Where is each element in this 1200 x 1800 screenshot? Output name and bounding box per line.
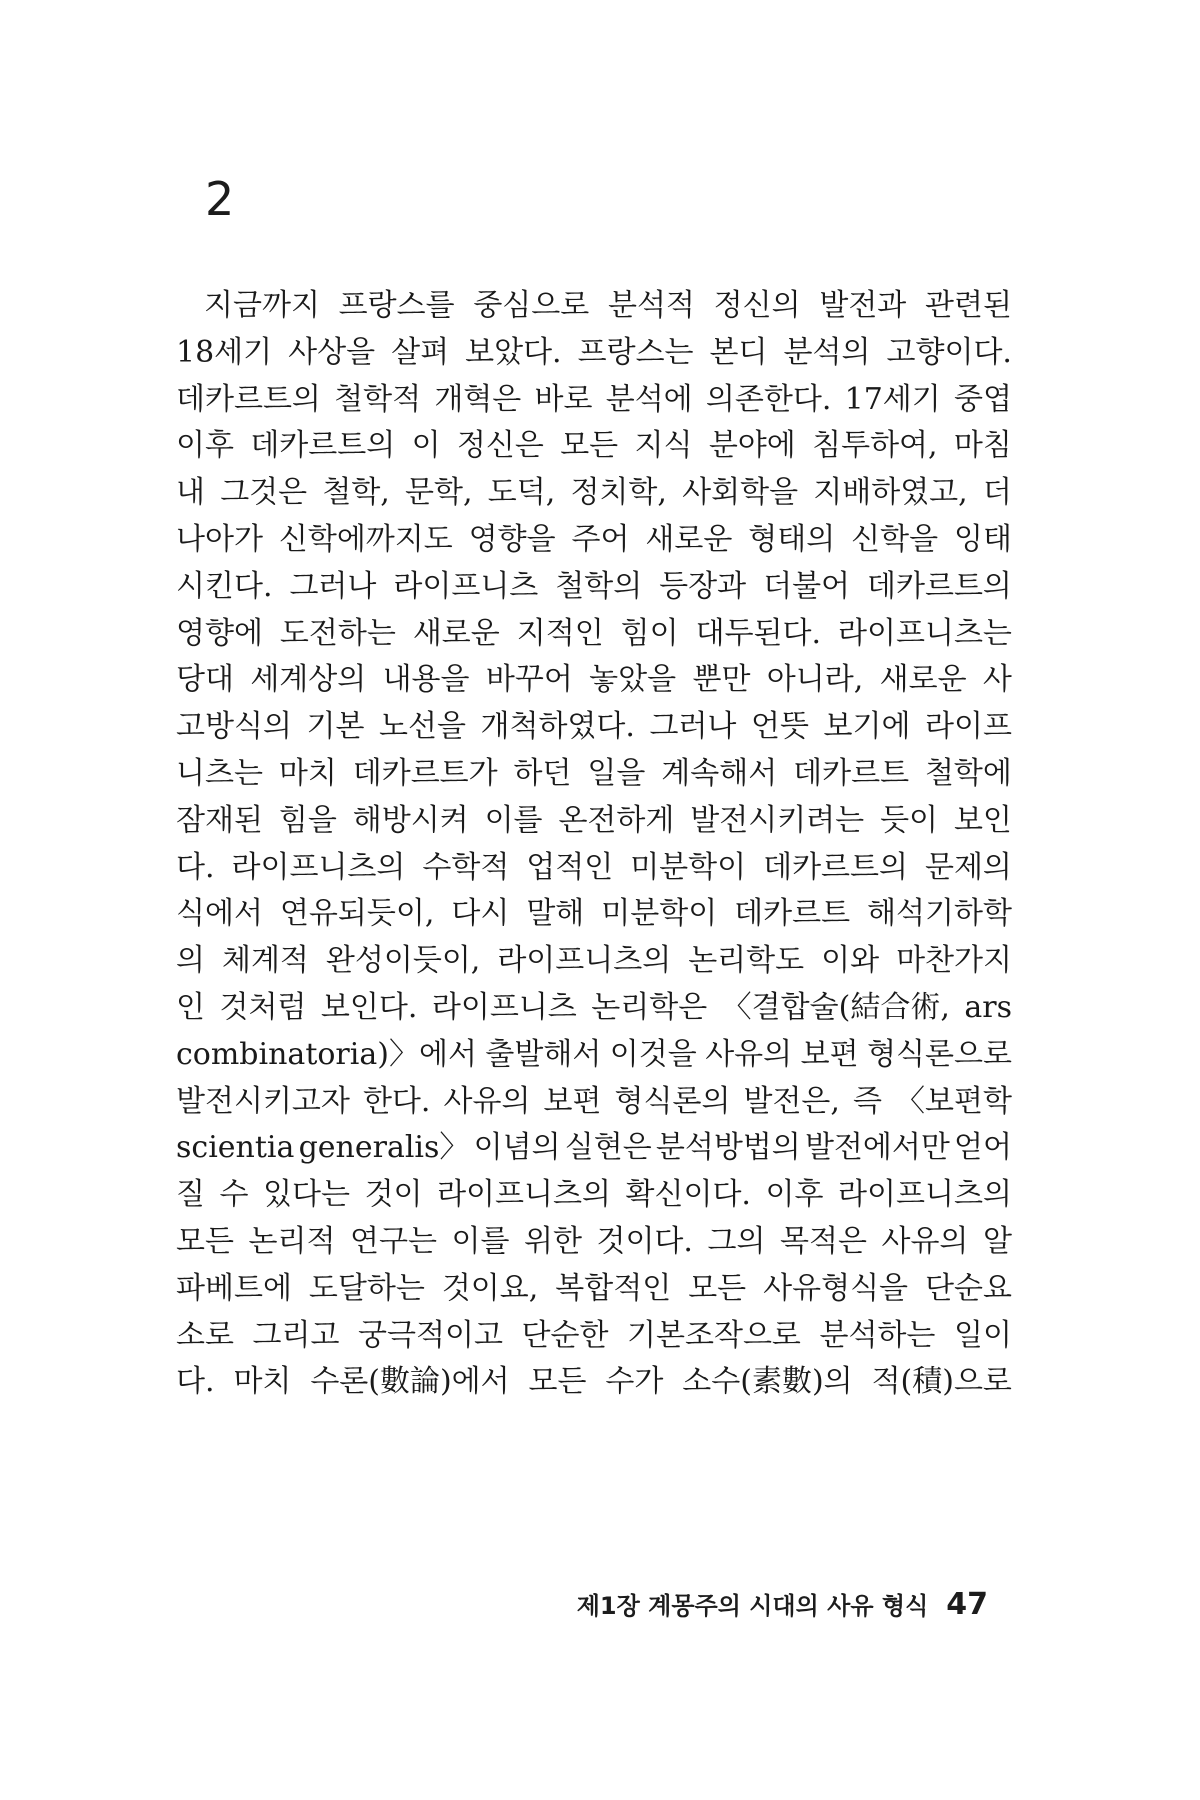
text-line: 이후 데카르트의 이 정신은 모든 지식 분야에 침투하여, 마침 [176, 428, 1012, 464]
text-line: 소로 그리고 궁극적이고 단순한 기본조작으로 분석하는 일이 [176, 1317, 1012, 1353]
text-line: 나아가 신학에까지도 영향을 주어 새로운 형태의 신학을 잉태 [176, 521, 1012, 557]
text-line: 내 그것은 철학, 문학, 도덕, 정치학, 사회학을 지배하였고, 더 [176, 475, 1012, 511]
text-line: 질 수 있다는 것이 라이프니츠의 확신이다. 이후 라이프니츠의 [176, 1177, 1012, 1213]
text-line: 니츠는 마치 데카르트가 하던 일을 계속해서 데카르트 철학에 [176, 755, 1012, 791]
section-number: 2 [205, 172, 235, 226]
text-line: 모든 논리적 연구는 이를 위한 것이다. 그의 목적은 사유의 알 [176, 1223, 1012, 1259]
text-line: scientia generalis〉 이념의 실현은 분석방법의 발전에서만 얻어 [176, 1130, 1012, 1166]
text-line: 잠재된 힘을 해방시켜 이를 온전하게 발전시키려는 듯이 보인 [176, 802, 1012, 838]
text-line: 파베트에 도달하는 것이요, 복합적인 모든 사유형식을 단순요 [176, 1270, 1012, 1306]
text-line: 다. 라이프니츠의 수학적 업적인 미분학이 데카르트의 문제의 [176, 849, 1012, 885]
text-line: 18세기 사상을 살펴 보았다. 프랑스는 본디 분석의 고향이다. [176, 334, 1012, 370]
text-line: 고방식의 기본 노선을 개척하였다. 그러나 언뜻 보기에 라이프 [176, 709, 1012, 745]
text-line: 의 체계적 완성이듯이, 라이프니츠의 논리학도 이와 마찬가지 [176, 943, 1012, 979]
text-line: 인 것처럼 보인다. 라이프니츠 논리학은 〈결합술(結合術, ars [176, 989, 1012, 1025]
text-line: combinatoria)〉에서 출발해서 이것을 사유의 보편 형식론으로 [176, 1036, 1012, 1072]
body-paragraph [176, 283, 1012, 1406]
text-line: 식에서 연유되듯이, 다시 말해 미분학이 데카르트 해석기하학 [176, 896, 1012, 932]
page-number: 47 [946, 1587, 988, 1622]
running-head: 제1장 계몽주의 시대의 사유 형식 [576, 1592, 929, 1620]
text-line: 다. 마치 수론(數論)에서 모든 수가 소수(素數)의 적(積)으로 [176, 1364, 1012, 1400]
text-line: 지금까지 프랑스를 중심으로 분석적 정신의 발전과 관련된 [204, 288, 1012, 323]
text-line: 데카르트의 철학적 개혁은 바로 분석에 의존한다. 17세기 중엽 [176, 381, 1012, 417]
text-line: 영향에 도전하는 새로운 지적인 힘이 대두된다. 라이프니츠는 [176, 615, 1012, 651]
text-line: 시킨다. 그러나 라이프니츠 철학의 등장과 더불어 데카르트의 [176, 568, 1012, 604]
text-line: 발전시키고자 한다. 사유의 보편 형식론의 발전은, 즉 〈보편학 [176, 1083, 1012, 1119]
text-line: 당대 세계상의 내용을 바꾸어 놓았을 뿐만 아니라, 새로운 사 [176, 662, 1012, 698]
page-footer [576, 1587, 988, 1622]
